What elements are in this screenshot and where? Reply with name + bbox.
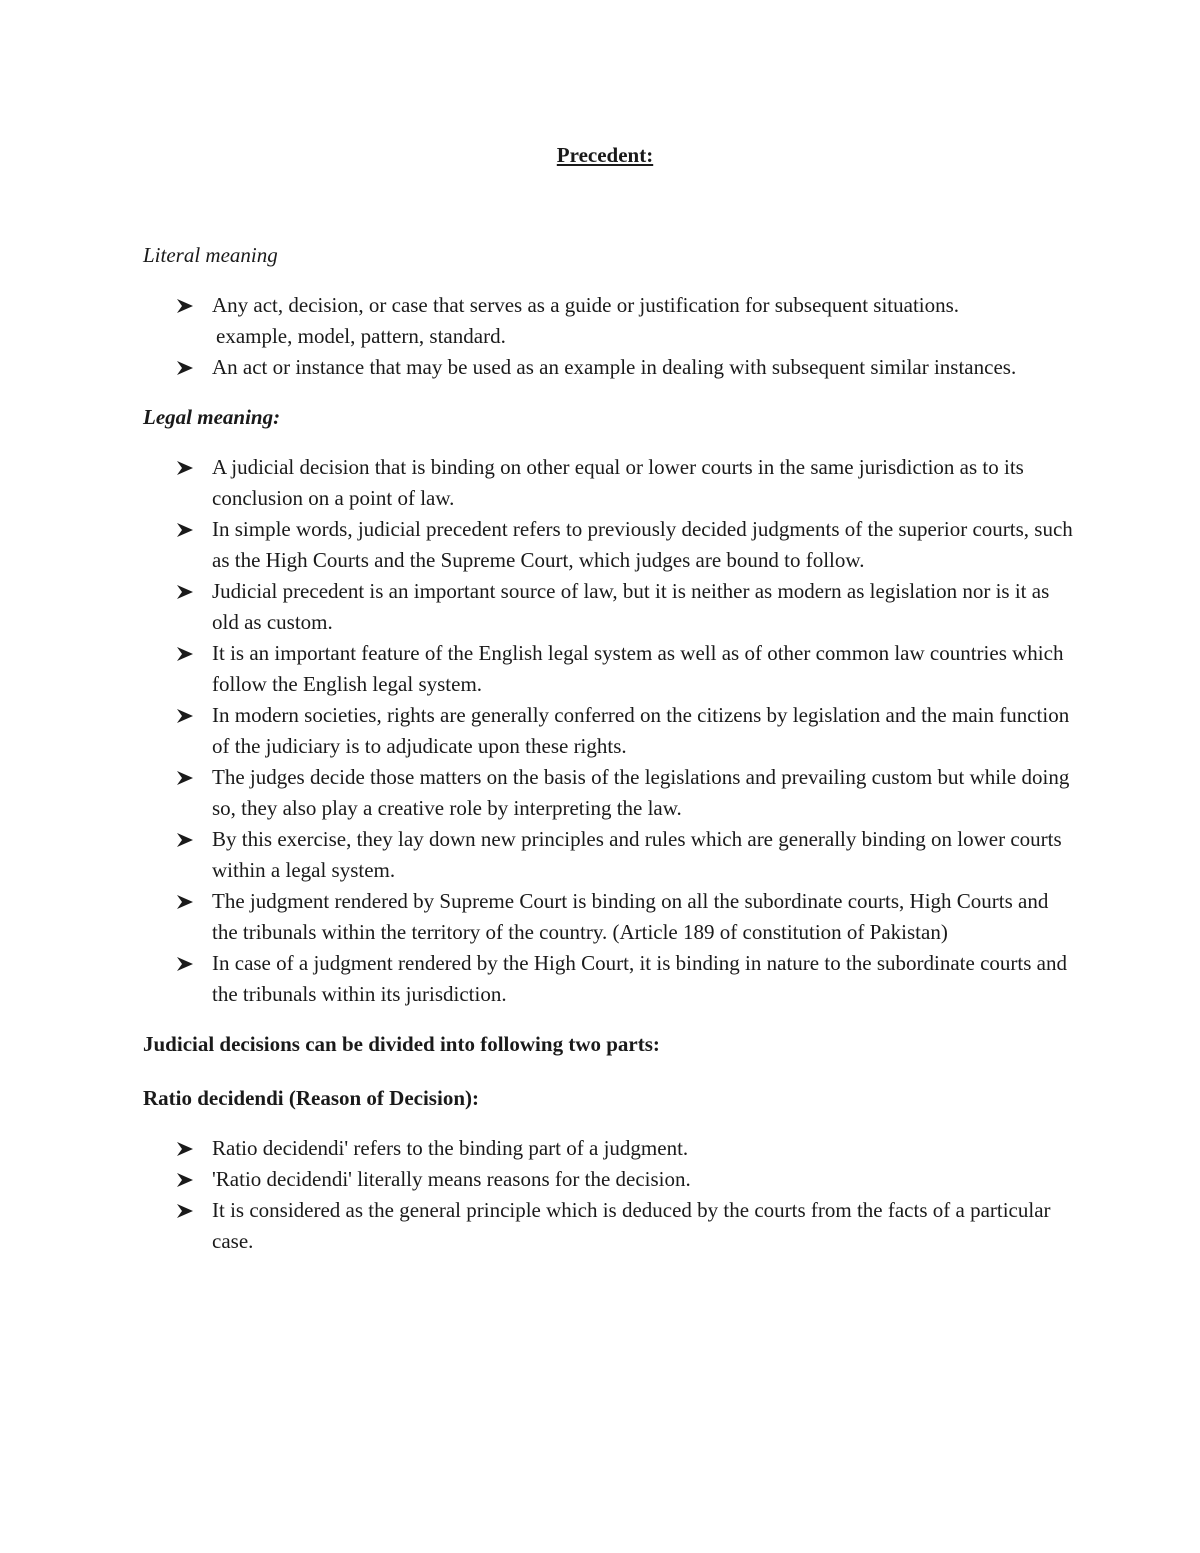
arrowhead-bullet-icon bbox=[176, 1203, 194, 1219]
list-item bbox=[143, 886, 1073, 948]
arrowhead-bullet-icon bbox=[176, 298, 194, 314]
arrowhead-bullet-icon bbox=[176, 522, 194, 538]
judicial-decisions-heading: Judicial decisions can be divided into following two parts: bbox=[143, 1032, 660, 1056]
legal-meaning-heading: Legal meaning: bbox=[143, 405, 281, 429]
arrowhead-bullet-icon bbox=[176, 894, 194, 910]
list-item bbox=[143, 824, 1073, 886]
list-item bbox=[143, 638, 1073, 700]
literal-meaning-list bbox=[143, 290, 1073, 383]
list-item-text: The judges decide those matters on the basis of the legislations and prevailing custom but while doing so, they also play a creative role by interpreting the law. bbox=[212, 765, 1070, 820]
list-item-text: An act or instance that may be used as an example in dealing with subsequent similar instances. bbox=[212, 355, 1017, 379]
list-item-text: The judgment rendered by Supreme Court is binding on all the subordinate courts, High Courts and the tribunals within the territory of the country. (Article 189 of constitution of Pakistan) bbox=[212, 889, 1049, 944]
list-item-text: In simple words, judicial precedent refers to previously decided judgments of the superior courts, such as the High Courts and the Supreme Court, which judges are bound to follow. bbox=[212, 517, 1073, 572]
arrowhead-bullet-icon bbox=[176, 460, 194, 476]
list-item-text: 'Ratio decidendi' literally means reasons for the decision. bbox=[212, 1167, 691, 1191]
arrowhead-bullet-icon bbox=[176, 708, 194, 724]
list-item bbox=[143, 700, 1073, 762]
list-item-text: In modern societies, rights are generally conferred on the citizens by legislation and the main function of the judiciary is to adjudicate upon these rights. bbox=[212, 703, 1070, 758]
list-item bbox=[143, 762, 1073, 824]
ratio-decidendi-heading: Ratio decidendi (Reason of Decision): bbox=[143, 1086, 479, 1110]
list-item bbox=[143, 1164, 1073, 1195]
document-body bbox=[143, 140, 1073, 1257]
list-item bbox=[143, 948, 1073, 1010]
arrowhead-bullet-icon bbox=[176, 770, 194, 786]
list-item bbox=[143, 1133, 1073, 1164]
arrowhead-bullet-icon bbox=[176, 1172, 194, 1188]
list-item-text: In case of a judgment rendered by the High Court, it is binding in nature to the subordinate courts and the tribunals within its jurisdiction. bbox=[212, 951, 1067, 1006]
list-item bbox=[143, 576, 1073, 638]
list-item-text: It is considered as the general principle which is deduced by the courts from the facts of a particular case. bbox=[212, 1198, 1051, 1253]
list-item bbox=[143, 514, 1073, 576]
list-item bbox=[143, 352, 1073, 383]
list-item bbox=[143, 1195, 1073, 1257]
arrowhead-bullet-icon bbox=[176, 646, 194, 662]
list-item-text: By this exercise, they lay down new principles and rules which are generally binding on lower courts within a legal system. bbox=[212, 827, 1062, 882]
arrowhead-bullet-icon bbox=[176, 832, 194, 848]
list-item-text: Ratio decidendi' refers to the binding part of a judgment. bbox=[212, 1136, 689, 1160]
list-item-text: Any act, decision, or case that serves as a guide or justification for subsequent situations. bbox=[212, 293, 960, 317]
arrowhead-bullet-icon bbox=[176, 1141, 194, 1157]
arrowhead-bullet-icon bbox=[176, 360, 194, 376]
page-title: Precedent: bbox=[556, 143, 654, 167]
legal-meaning-list bbox=[143, 452, 1073, 1010]
list-item-text: Judicial precedent is an important source of law, but it is neither as modern as legislation nor is it as old as custom. bbox=[212, 579, 1050, 634]
list-item-extra-text: example, model, pattern, standard. bbox=[216, 324, 506, 348]
literal-meaning-heading: Literal meaning bbox=[143, 243, 278, 267]
list-item bbox=[143, 290, 1073, 352]
arrowhead-bullet-icon bbox=[176, 956, 194, 972]
list-item-text: It is an important feature of the English legal system as well as of other common law countries which follow the English legal system. bbox=[212, 641, 1064, 696]
list-item-text: A judicial decision that is binding on other equal or lower courts in the same jurisdiction as to its conclusion on a point of law. bbox=[212, 455, 1024, 510]
arrowhead-bullet-icon bbox=[176, 584, 194, 600]
list-item bbox=[143, 452, 1073, 514]
ratio-decidendi-list bbox=[143, 1133, 1073, 1257]
